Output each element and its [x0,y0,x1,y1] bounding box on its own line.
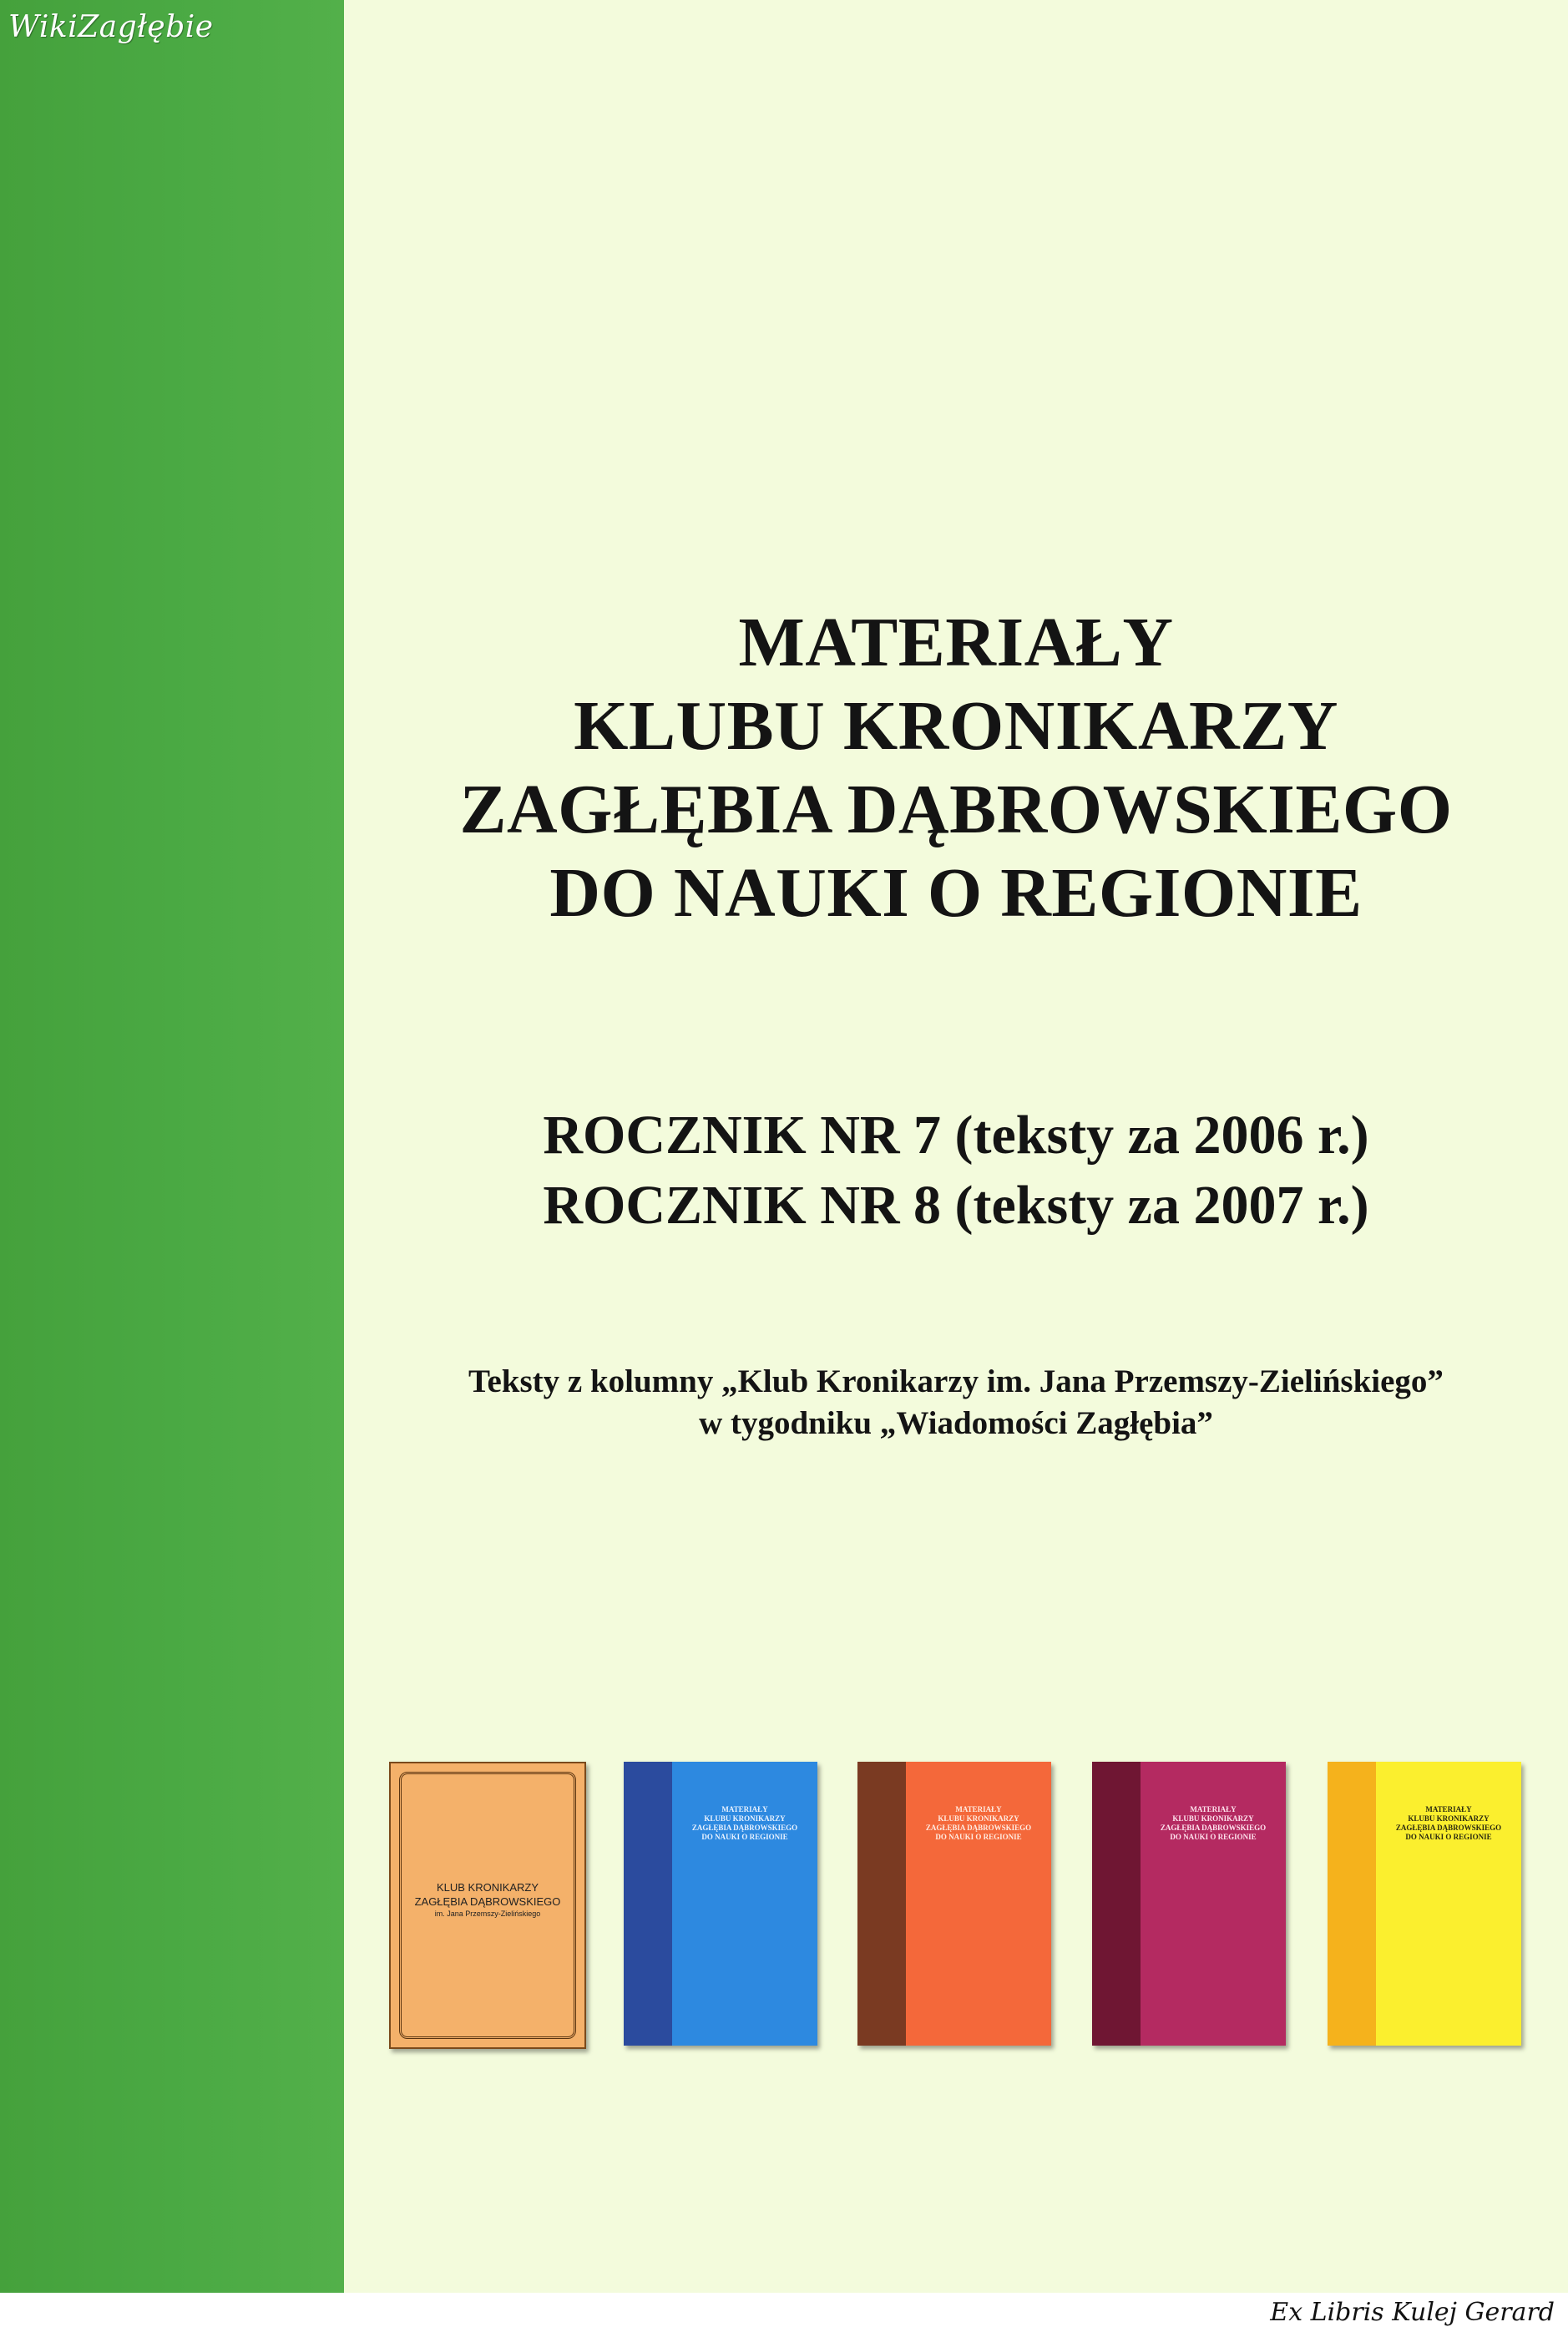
title-line: ZAGŁĘBIA DĄBROWSKIEGO [459,771,1453,848]
mini-cover-line: KLUBU KRONIKARZY [1408,1814,1490,1823]
mini-cover-text [1141,1805,1286,1842]
mini-cover-line: DO NAUKI O REGIONIE [935,1833,1022,1841]
mini-cover-line: DO NAUKI O REGIONIE [701,1833,788,1841]
mini-cover-line: MATERIAŁY [955,1805,1002,1813]
mini-cover-band [624,1762,672,2046]
title-line: KLUBU KRONIKARZY [574,687,1338,765]
mini-cover-text [672,1805,817,1842]
green-spine-band [0,0,344,2332]
mini-cover-line: im. Jana Przemszy-Zielińskiego [434,1910,541,1918]
mini-cover-band [857,1762,906,2046]
mini-cover-line: ZAGŁĘBIA DĄBROWSKIEGO [1395,1824,1502,1832]
subtitle-line: w tygodniku „Wiadomości Zagłębia” [699,1405,1213,1441]
mini-cover-face [906,1762,1051,2046]
mini-cover-line: ZAGŁĘBIA DĄBROWSKIEGO [414,1895,561,1908]
cover-subtitle [344,1361,1568,1444]
mini-cover-line: DO NAUKI O REGIONIE [1170,1833,1257,1841]
watermark: WikiZagłębie [8,10,214,44]
title-line: DO NAUKI O REGIONIE [549,854,1363,932]
mini-cover-line: KLUBU KRONIKARZY [938,1814,1019,1823]
volume-numbers [344,1100,1568,1241]
previous-volume-cover [857,1762,1051,2046]
previous-volume-cover [1328,1762,1521,2046]
mini-cover-line: ZAGŁĘBIA DĄBROWSKIEGO [691,1824,798,1832]
mini-cover-line: KLUBU KRONIKARZY [704,1814,786,1823]
mini-cover-band [1092,1762,1141,2046]
previous-volume-cover [1092,1762,1286,2046]
mini-cover-line: ZAGŁĘBIA DĄBROWSKIEGO [1160,1824,1267,1832]
volume-line: ROCZNIK NR 8 (teksty za 2007 r.) [543,1175,1369,1236]
subtitle-line: Teksty z kolumny „Klub Kronikarzy im. Jana Przemszy-Zielińskiego” [468,1363,1444,1399]
mini-cover-line: KLUBU KRONIKARZY [1172,1814,1254,1823]
mini-cover-line: DO NAUKI O REGIONIE [1405,1833,1492,1841]
ex-libris-signature: Ex Libris Kulej Gerard [1270,2298,1555,2327]
mini-cover-line: ZAGŁĘBIA DĄBROWSKIEGO [925,1824,1032,1832]
mini-cover-face [1376,1762,1521,2046]
mini-cover-face [672,1762,817,2046]
previous-volume-cover [389,1762,586,2049]
previous-volume-cover [624,1762,817,2046]
mini-cover-line: MATERIAŁY [721,1805,768,1813]
cover-title [344,601,1568,935]
mini-cover-text [1376,1805,1521,1842]
mini-cover-line: MATERIAŁY [1190,1805,1237,1813]
volume-line: ROCZNIK NR 7 (teksty za 2006 r.) [543,1105,1369,1166]
mini-cover-text [906,1805,1051,1842]
mini-cover-line: KLUB KRONIKARZY [436,1881,539,1894]
mini-cover-face [1141,1762,1286,2046]
mini-cover-text [391,1880,584,1919]
mini-cover-band [1328,1762,1376,2046]
mini-cover-line: MATERIAŁY [1425,1805,1472,1813]
title-line: MATERIAŁY [738,604,1174,681]
